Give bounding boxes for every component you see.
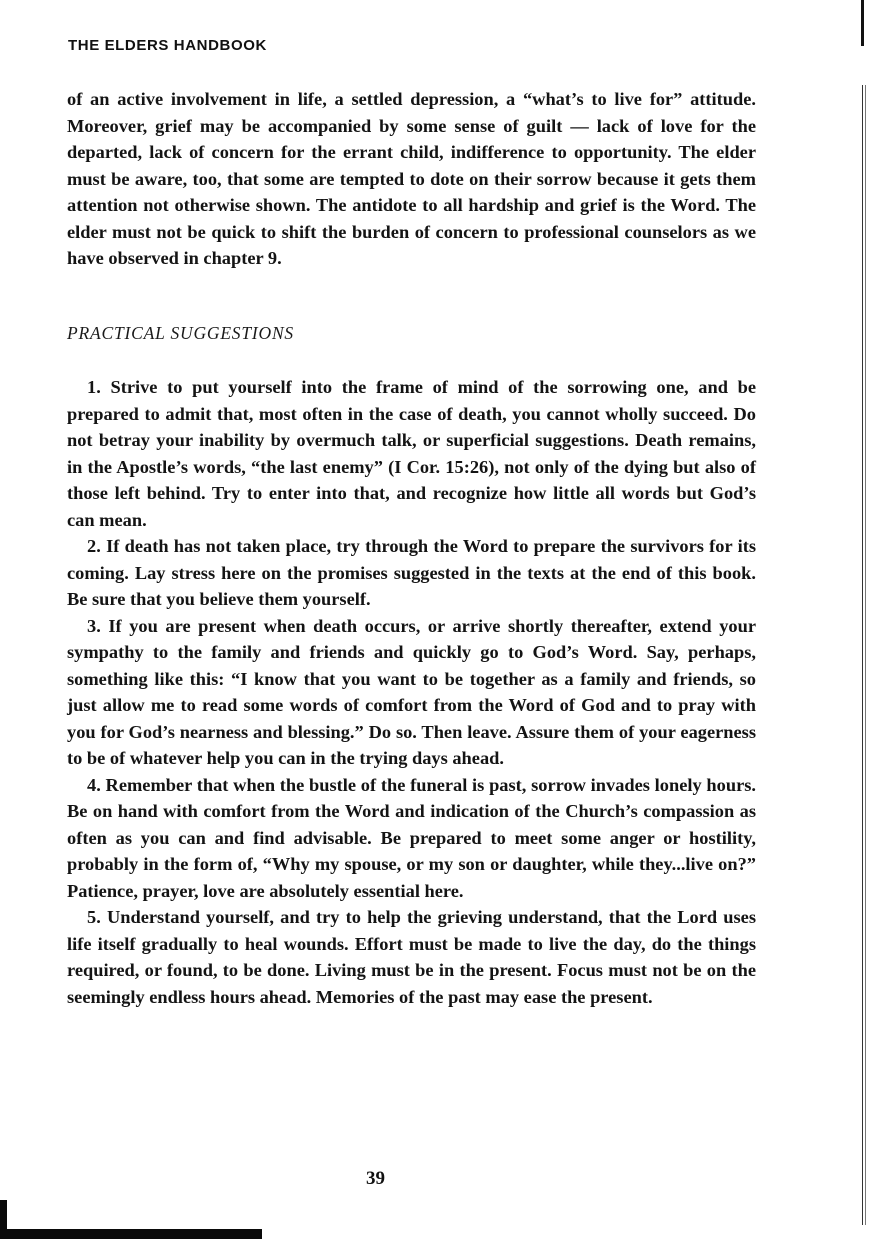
suggestions-list — [67, 374, 756, 1010]
item-text: Strive to put yourself into the frame of mind of the sorrowing one, and be prepared to admit that, most often in the case of death, you cannot wholly succeed. Do not betray your inability by overmuch talk, or superficial suggestions. Death remains, in the Apostle’s words, “the last enemy” (I Cor. 15:26), not only of the dying but also of those left behind. Try to enter into that, and recognize how little all words but God’s can mean. — [67, 377, 756, 530]
intro-paragraph: of an active involvement in life, a settled depression, a “what’s to live for” attitude. Moreover, grief may be accompanied by some sense of guilt — lack of love for the departed, lack of concern for the errant child, indifference to opportunity. The elder must be aware, too, that some are tempted to dote on their sorrow because it gets them attention not otherwise shown. The antidote to all hardship and grief is the Word. The elder must not be quick to shift the burden of concern to professional counselors as we have observed in chapter 9. — [67, 89, 756, 268]
item-number: 1. — [87, 377, 101, 397]
item-text: Understand yourself, and try to help the grieving understand, that the Lord uses life itself gradually to heal wounds. Effort must be made to live the day, do the things required, or found, to be done. Living must be in the present. Focus must not be on the seemingly endless hours ahead. Memories of the past may ease the present. — [67, 907, 756, 1007]
scan-edge-mark — [861, 0, 864, 46]
list-item — [67, 533, 756, 613]
intro-paragraph-block — [67, 86, 756, 272]
item-number: 4. — [87, 774, 101, 795]
item-text: Remember that when the bustle of the funeral is past, sorrow invades lonely hours. Be on hand with comfort from the Word and indication of the Church’s compassion as often as you can and find advisable. Be prepared to meet some anger or hostility, probably in the form of, “Why my spouse, or my son or daughter, while they...live on?” Patience, prayer, love are absolutely essential here. — [67, 774, 756, 901]
list-item — [67, 904, 756, 1010]
item-number: 5. — [87, 907, 101, 927]
page-number: 39 — [366, 1168, 385, 1189]
item-number: 2. — [87, 536, 101, 556]
item-text: If death has not taken place, try through the Word to prepare the survivors for its coming. Lay stress here on the promises suggested in the texts at the end of this book. Be sure that you believe them yourself. — [67, 536, 756, 609]
item-text: If you are present when death occurs, or arrive shortly thereafter, extend your sympathy to the family and friends and quickly go to God’s Word. Say, perhaps, something like this: “I know that you want to be together as a family and friends, so just allow me to read some words of comfort from the Word of God and to pray with you for God’s nearness and blessing.” Do so. Then leave. Assure them of your eagerness to be of whatever help you can in the trying days ahead. — [67, 615, 756, 768]
list-item — [67, 374, 756, 533]
scan-edge-line — [865, 85, 866, 1225]
scan-edge-line — [862, 85, 863, 1225]
list-item — [67, 772, 756, 905]
list-item — [67, 613, 756, 772]
section-heading: PRACTICAL SUGGESTIONS — [67, 323, 294, 343]
item-number: 3. — [87, 615, 101, 636]
running-head: THE ELDERS HANDBOOK — [68, 37, 267, 54]
scan-edge-mark — [0, 1229, 262, 1239]
